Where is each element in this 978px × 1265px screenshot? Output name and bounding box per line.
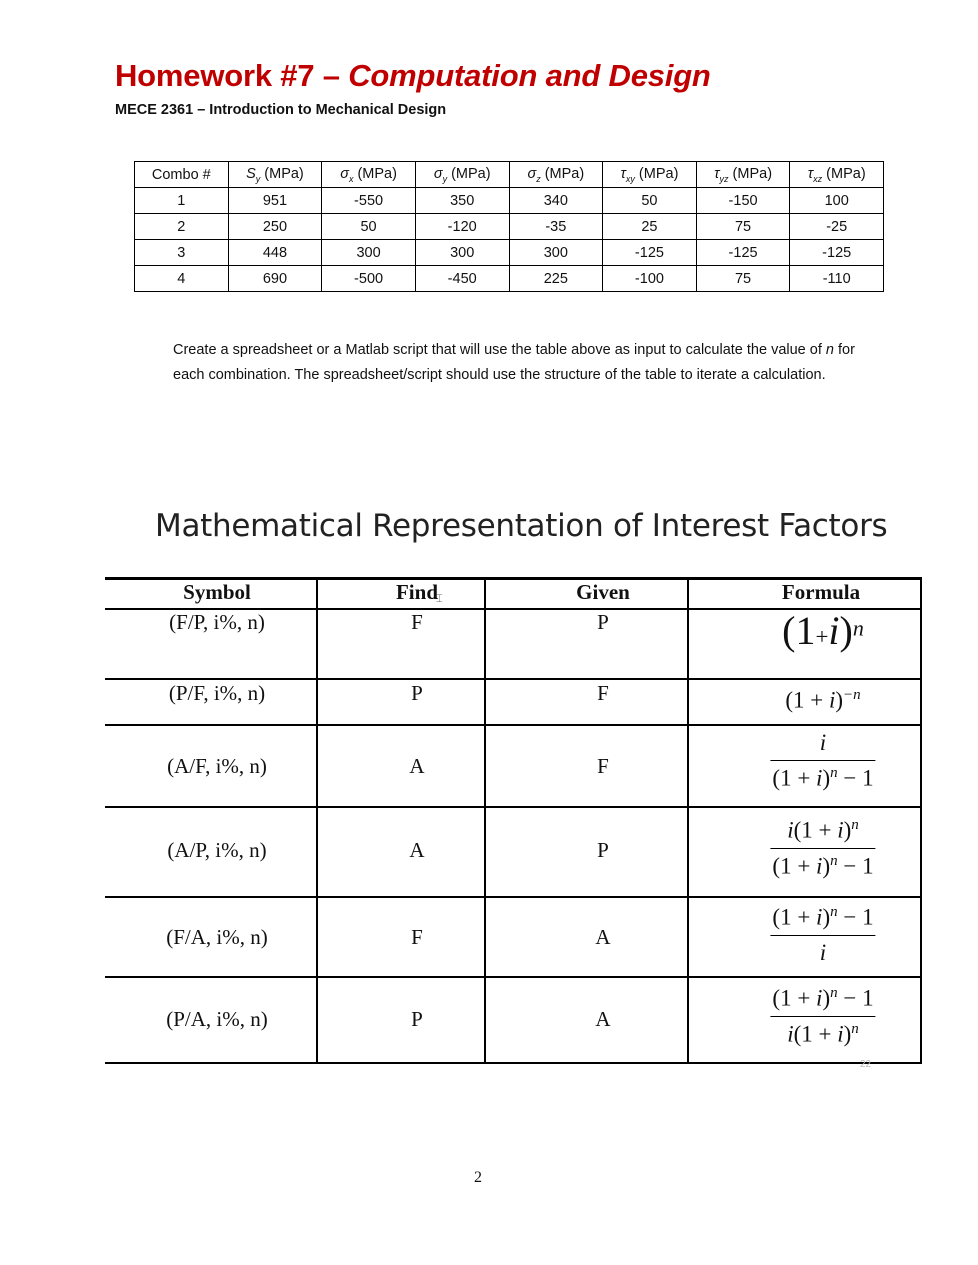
col-sigma-x: $\sigma_x$ (MPa)	[322, 162, 416, 188]
homework-title	[115, 58, 711, 94]
col-tau-xz: $\tau_{xz}$ (MPa)	[790, 162, 884, 188]
find-cell: A	[409, 754, 425, 778]
cell: 100	[790, 188, 884, 214]
symbol-cell: (A/F, i%, n)	[167, 754, 267, 778]
given-cell: P	[597, 838, 609, 862]
instructions-paragraph	[173, 338, 873, 387]
col-divider	[920, 579, 922, 1064]
cell: -100	[603, 266, 697, 292]
cell: -35	[509, 214, 603, 240]
given-cell: A	[595, 925, 611, 949]
cell: 300	[509, 240, 603, 266]
cell: 50	[603, 188, 697, 214]
symbol-cell: (A/P, i%, n)	[167, 838, 267, 862]
cell: -450	[415, 266, 509, 292]
cell: 25	[603, 214, 697, 240]
cell: -125	[603, 240, 697, 266]
combo-header-row	[135, 162, 884, 188]
stress-combo-table	[134, 161, 884, 292]
header-find: Find	[395, 580, 439, 604]
cell: 50	[322, 214, 416, 240]
cell: -125	[790, 240, 884, 266]
slide-title: Mathematical Representation of Interest Factors	[155, 508, 888, 544]
header-symbol: Symbol	[183, 580, 251, 604]
text-cursor-icon: ⌶	[436, 593, 443, 605]
cell: 225	[509, 266, 603, 292]
table-row	[135, 240, 884, 266]
cell: 1	[135, 188, 229, 214]
col-divider	[687, 579, 689, 1064]
page-number: 2	[474, 1169, 482, 1186]
cell: -500	[322, 266, 416, 292]
table-row	[135, 266, 884, 292]
symbol-cell: (F/A, i%, n)	[166, 925, 268, 949]
cell: -120	[415, 214, 509, 240]
cell: 75	[696, 266, 790, 292]
header-formula: Formula	[781, 580, 861, 604]
instructions-text-1: Create a spreadsheet or a Matlab script that will use the table above as input to calculate the value of	[173, 342, 826, 358]
course-subtitle: MECE 2361 – Introduction to Mechanical Design	[115, 102, 447, 118]
find-cell: P	[411, 681, 423, 705]
col-sigma-z: $\sigma_z$ (MPa)	[509, 162, 603, 188]
cell: 350	[415, 188, 509, 214]
given-cell: A	[595, 1007, 611, 1031]
given-cell: P	[597, 610, 609, 634]
rule	[105, 724, 922, 726]
col-combo: Combo #	[135, 162, 229, 188]
find-cell: F	[411, 610, 423, 634]
instructions-text-2: for each combination. The spreadsheet/script should use the structure of the table to iterate a calculation.	[173, 342, 855, 383]
formula-ap: $\frac{i(1 + i)^n}{(1 + i)^n - 1}$	[772, 817, 874, 879]
table-row	[135, 188, 884, 214]
cell: 690	[228, 266, 322, 292]
find-cell: P	[411, 1007, 423, 1031]
header-given: Given	[576, 580, 630, 604]
given-cell: F	[597, 754, 609, 778]
formula-pf: $(1 + i)^{-n}$	[785, 687, 861, 713]
cell: 250	[228, 214, 322, 240]
cell: 3	[135, 240, 229, 266]
rule-bottom	[105, 1062, 922, 1064]
rule	[105, 678, 922, 680]
cell: 2	[135, 214, 229, 240]
symbol-cell: (F/P, i%, n)	[169, 610, 265, 634]
formula-af: $\frac{i}{(1 + i)^n - 1}$	[772, 730, 874, 791]
cell: 951	[228, 188, 322, 214]
col-tau-xy: $\tau_{xy}$ (MPa)	[603, 162, 697, 188]
cell: -25	[790, 214, 884, 240]
slide-number: 22	[860, 1059, 872, 1070]
given-cell: F	[597, 681, 609, 705]
cell: 448	[228, 240, 322, 266]
col-divider	[484, 579, 486, 1064]
cell: -150	[696, 188, 790, 214]
cell: -125	[696, 240, 790, 266]
rule	[105, 896, 922, 898]
cell: 340	[509, 188, 603, 214]
cell: -110	[790, 266, 884, 292]
col-sy: $S_y$ (MPa)	[228, 162, 322, 188]
cell: -550	[322, 188, 416, 214]
title-prefix: Homework #7 –	[115, 58, 349, 93]
instructions-variable: n	[825, 342, 834, 358]
formula-pa: $\frac{(1 + i)^n - 1}{i(1 + i)^n}$	[772, 985, 874, 1047]
cell: 300	[322, 240, 416, 266]
find-cell: A	[409, 838, 425, 862]
col-sigma-y: $\sigma_y$ (MPa)	[415, 162, 509, 188]
interest-factors-table	[105, 577, 922, 1064]
col-tau-yz: $\tau_{yz}$ (MPa)	[696, 162, 790, 188]
symbol-cell: (P/A, i%, n)	[166, 1007, 268, 1031]
title-italic: Computation and Design	[348, 58, 711, 93]
formula-fa: $\frac{(1 + i)^n - 1}{i}$	[772, 904, 874, 965]
cell: 75	[696, 214, 790, 240]
rule	[105, 976, 922, 978]
table-row	[135, 214, 884, 240]
col-divider	[316, 579, 318, 1064]
formula-fp: $(1+i)^n$	[782, 608, 864, 653]
cell: 300	[415, 240, 509, 266]
find-cell: F	[411, 925, 423, 949]
symbol-cell: (P/F, i%, n)	[168, 681, 266, 705]
cell: 4	[135, 266, 229, 292]
rule	[105, 806, 922, 808]
